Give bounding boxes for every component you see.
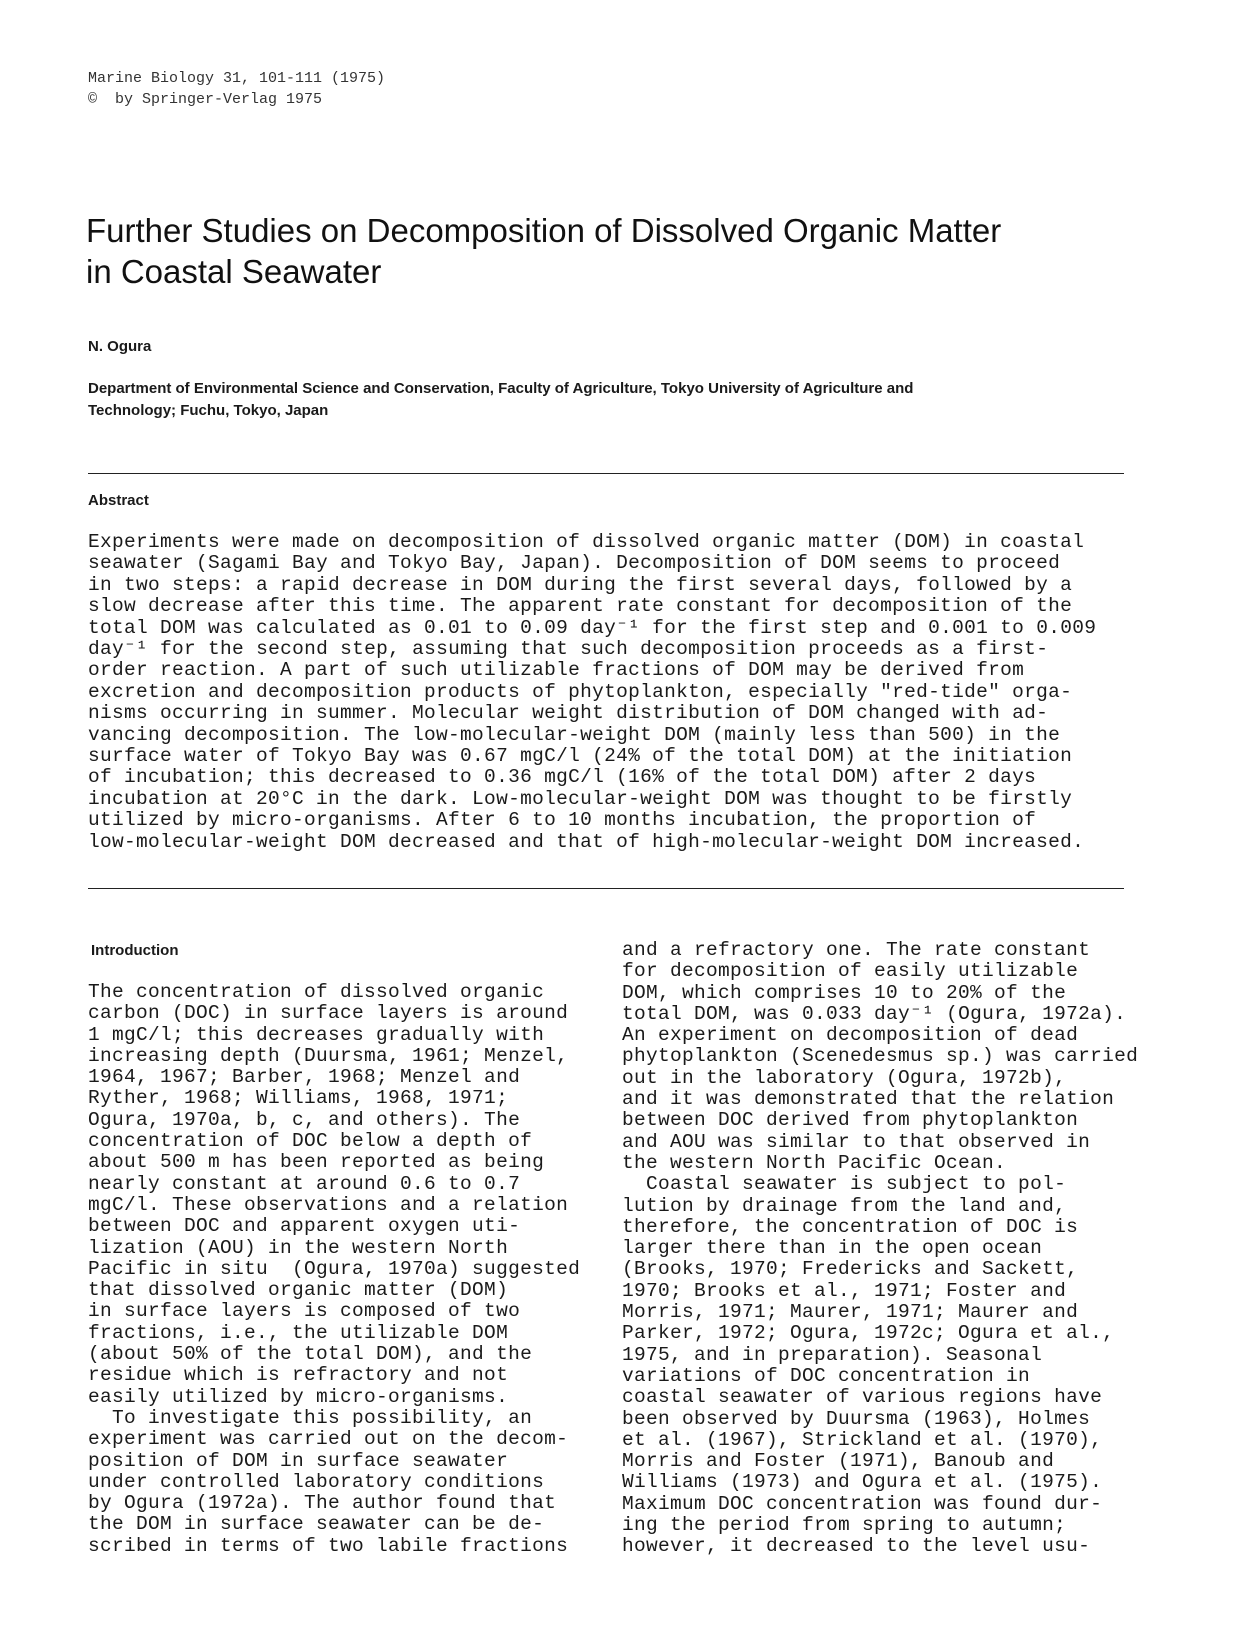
affiliation-line-1: Department of Environmental Science and Conservation, Faculty of Agriculture, Tokyo University of Agriculture and bbox=[88, 380, 914, 397]
introduction-right-column bbox=[622, 940, 1142, 1558]
abstract-top-rule bbox=[88, 473, 1124, 474]
abstract-line: seawater (Sagami Bay and Tokyo Bay, Japan). Decomposition of DOM seems to proceed bbox=[88, 552, 1061, 575]
copyright-line: © by Springer-Verlag 1975 bbox=[88, 91, 323, 108]
intro-left-line: fractions, i.e., the utilizable DOM bbox=[88, 1321, 509, 1344]
intro-right-line: Maximum DOC concentration was found dur- bbox=[622, 1492, 1103, 1515]
intro-left-line: easily utilized by micro-organisms. bbox=[88, 1385, 509, 1408]
intro-left-line: position of DOM in surface seawater bbox=[88, 1449, 509, 1472]
intro-left-line: increasing depth (Duursma, 1961; Menzel, bbox=[88, 1044, 569, 1067]
intro-right-line: coastal seawater of various regions have bbox=[622, 1386, 1103, 1409]
intro-left-line: under controlled laboratory conditions bbox=[88, 1470, 545, 1493]
intro-left-line: concentration of DOC below a depth of bbox=[88, 1130, 533, 1153]
abstract-line: incubation at 20°C in the dark. Low-molecular-weight DOM was thought to be firstly bbox=[88, 787, 1073, 810]
abstract-line: Experiments were made on decomposition of dissolved organic matter (DOM) in coastal bbox=[88, 531, 1085, 553]
abstract-line: slow decrease after this time. The apparent rate constant for decomposition of the bbox=[88, 595, 1073, 618]
abstract-heading: Abstract bbox=[88, 492, 149, 509]
abstract-line: day⁻¹ for the second step, assuming that such decomposition proceeds as a first- bbox=[88, 638, 1049, 661]
intro-right-line: Parker, 1972; Ogura, 1972c; Ogura et al., bbox=[622, 1322, 1115, 1345]
intro-left-line: Pacific in situ (Ogura, 1970a) suggested bbox=[88, 1257, 581, 1280]
intro-right-line: for decomposition of easily utilizable bbox=[622, 960, 1079, 983]
abstract-line: order reaction. A part of such utilizable fractions of DOM may be derived from bbox=[88, 659, 1025, 682]
intro-left-line: carbon (DOC) in surface layers is around bbox=[88, 1002, 569, 1025]
intro-right-line: and it was demonstrated that the relation bbox=[622, 1088, 1115, 1111]
intro-right-line: however, it decreased to the level usu- bbox=[622, 1535, 1091, 1558]
abstract-line: utilized by micro-organisms. After 6 to 10 months incubation, the proportion of bbox=[88, 809, 1037, 832]
intro-right-line: Williams (1973) and Ogura et al. (1975). bbox=[622, 1471, 1103, 1494]
intro-left-line: between DOC and apparent oxygen uti- bbox=[88, 1215, 521, 1238]
intro-right-line: ing the period from spring to autumn; bbox=[622, 1514, 1067, 1537]
intro-right-line: et al. (1967), Strickland et al. (1970), bbox=[622, 1428, 1103, 1451]
intro-right-line: lution by drainage from the land and, bbox=[622, 1194, 1067, 1217]
title-line-1: Further Studies on Decomposition of Dissolved Organic Matter bbox=[86, 212, 1002, 249]
intro-left-line: (about 50% of the total DOM), and the bbox=[88, 1343, 533, 1366]
intro-right-line: (Brooks, 1970; Fredericks and Sackett, bbox=[622, 1258, 1079, 1281]
intro-right-line: the western North Pacific Ocean. bbox=[622, 1151, 1007, 1174]
paper-title bbox=[86, 210, 1166, 292]
abstract-line: low-molecular-weight DOM decreased and that of high-molecular-weight DOM increased. bbox=[88, 830, 1085, 853]
intro-left-line: residue which is refractory and not bbox=[88, 1364, 509, 1387]
introduction-left-column bbox=[88, 982, 608, 1557]
abstract-line: nisms occurring in summer. Molecular weight distribution of DOM changed with ad- bbox=[88, 702, 1049, 725]
abstract-line: vancing decomposition. The low-molecular-weight DOM (mainly less than 500) in the bbox=[88, 723, 1061, 746]
intro-left-line: Ogura, 1970a, b, c, and others). The bbox=[88, 1108, 521, 1131]
intro-left-line: Ryther, 1968; Williams, 1968, 1971; bbox=[88, 1087, 509, 1110]
intro-left-line: about 500 m has been reported as being bbox=[88, 1151, 545, 1174]
intro-right-line: been observed by Duursma (1963), Holmes bbox=[622, 1407, 1091, 1430]
abstract-line: total DOM was calculated as 0.01 to 0.09 day⁻¹ for the first step and 0.001 to 0.009 bbox=[88, 616, 1097, 639]
intro-left-line: The concentration of dissolved organic bbox=[88, 981, 545, 1003]
author-name: N. Ogura bbox=[88, 338, 152, 355]
abstract-body bbox=[88, 532, 1188, 853]
intro-right-line: and AOU was similar to that observed in bbox=[622, 1130, 1091, 1153]
intro-right-line: and a refractory one. The rate constant bbox=[622, 939, 1091, 961]
intro-right-line: An experiment on decomposition of dead bbox=[622, 1024, 1079, 1047]
intro-right-line: Coastal seawater is subject to pol- bbox=[622, 1173, 1067, 1196]
affiliation-line-2: Technology; Fuchu, Tokyo, Japan bbox=[88, 402, 329, 419]
intro-right-line: Morris, 1971; Maurer, 1971; Maurer and bbox=[622, 1301, 1079, 1324]
intro-left-line: the DOM in surface seawater can be de- bbox=[88, 1513, 545, 1536]
introduction-heading: Introduction bbox=[91, 942, 179, 959]
abstract-line: excretion and decomposition products of phytoplankton, especially "red-tide" orga- bbox=[88, 680, 1073, 703]
intro-left-line: mgC/l. These observations and a relation bbox=[88, 1193, 569, 1216]
intro-right-line: 1970; Brooks et al., 1971; Foster and bbox=[622, 1279, 1067, 1302]
intro-left-line: 1 mgC/l; this decreases gradually with bbox=[88, 1023, 545, 1046]
title-line-2: in Coastal Seawater bbox=[86, 253, 382, 290]
intro-right-line: DOM, which comprises 10 to 20% of the bbox=[622, 981, 1067, 1004]
intro-right-line: phytoplankton (Scenedesmus sp.) was carried bbox=[622, 1045, 1139, 1068]
intro-right-line: between DOC derived from phytoplankton bbox=[622, 1109, 1079, 1132]
abstract-bottom-rule bbox=[88, 888, 1124, 889]
abstract-line: in two steps: a rapid decrease in DOM during the first several days, followed by a bbox=[88, 573, 1073, 596]
journal-citation: Marine Biology 31, 101-111 (1975) bbox=[88, 70, 386, 87]
intro-right-line: Morris and Foster (1971), Banoub and bbox=[622, 1450, 1055, 1473]
intro-right-line: therefore, the concentration of DOC is bbox=[622, 1215, 1079, 1238]
intro-left-line: scribed in terms of two labile fractions bbox=[88, 1534, 569, 1557]
intro-left-line: 1964, 1967; Barber, 1968; Menzel and bbox=[88, 1066, 521, 1089]
intro-left-line: experiment was carried out on the decom- bbox=[88, 1428, 569, 1451]
author-affiliation bbox=[88, 378, 1128, 422]
abstract-line: surface water of Tokyo Bay was 0.67 mgC/l (24% of the total DOM) at the initiation bbox=[88, 745, 1073, 768]
intro-left-line: in surface layers is composed of two bbox=[88, 1300, 521, 1323]
intro-left-line: that dissolved organic matter (DOM) bbox=[88, 1279, 509, 1302]
intro-right-line: 1975, and in preparation). Seasonal bbox=[622, 1343, 1043, 1366]
intro-right-line: larger there than in the open ocean bbox=[622, 1237, 1043, 1260]
intro-left-line: To investigate this possibility, an bbox=[88, 1406, 533, 1429]
intro-right-line: total DOM, was 0.033 day⁻¹ (Ogura, 1972a). bbox=[622, 1002, 1127, 1025]
journal-header bbox=[88, 68, 385, 110]
intro-right-line: variations of DOC concentration in bbox=[622, 1364, 1031, 1387]
intro-left-line: lization (AOU) in the western North bbox=[88, 1236, 509, 1259]
abstract-line: of incubation; this decreased to 0.36 mgC/l (16% of the total DOM) after 2 days bbox=[88, 766, 1037, 789]
intro-left-line: by Ogura (1972a). The author found that bbox=[88, 1492, 557, 1515]
intro-left-line: nearly constant at around 0.6 to 0.7 bbox=[88, 1172, 521, 1195]
intro-right-line: out in the laboratory (Ogura, 1972b), bbox=[622, 1066, 1067, 1089]
